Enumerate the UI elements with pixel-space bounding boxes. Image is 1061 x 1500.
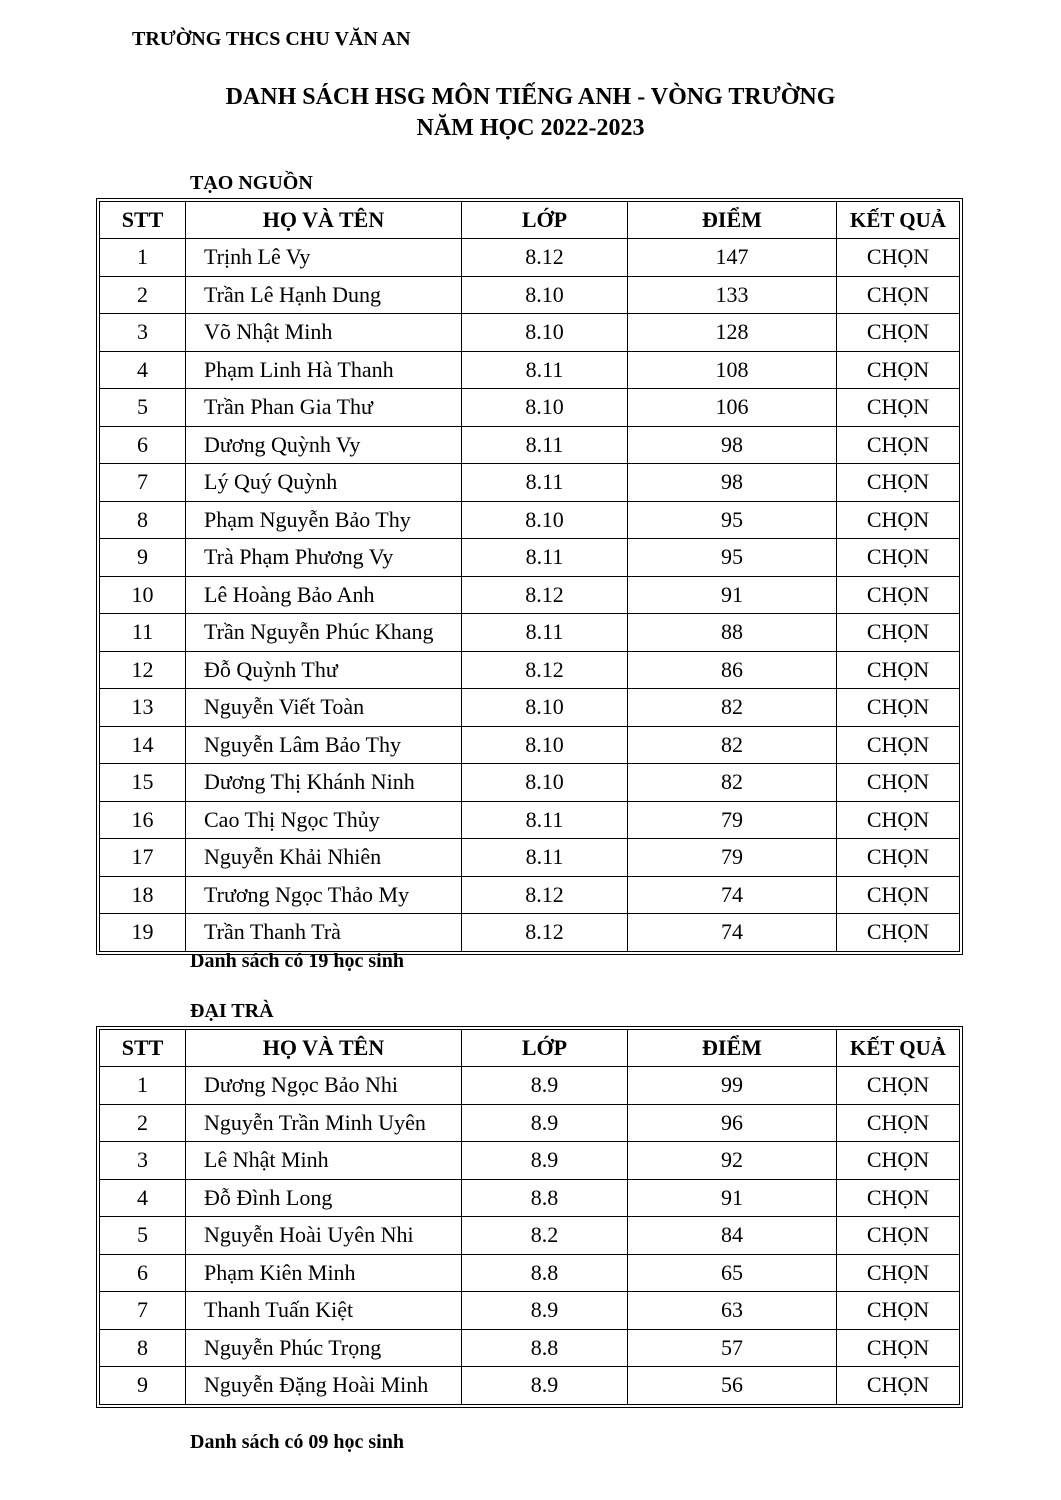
row-result: CHỌN <box>837 1217 960 1255</box>
row-score: 133 <box>628 276 837 314</box>
row-result: CHỌN <box>837 614 960 652</box>
table-row <box>100 239 960 277</box>
row-class: 8.10 <box>462 764 628 802</box>
row-stt: 19 <box>100 914 186 952</box>
row-stt: 4 <box>100 351 186 389</box>
row-result: CHỌN <box>837 801 960 839</box>
row-stt: 8 <box>100 1329 186 1367</box>
row-class: 8.12 <box>462 576 628 614</box>
row-score: 86 <box>628 651 837 689</box>
row-result: CHỌN <box>837 351 960 389</box>
row-result: CHỌN <box>837 389 960 427</box>
table-row <box>100 276 960 314</box>
row-class: 8.9 <box>462 1367 628 1405</box>
row-name: Phạm Kiên Minh <box>186 1254 462 1292</box>
row-class: 8.11 <box>462 426 628 464</box>
header-stt: STT <box>100 202 186 239</box>
table-row <box>100 1254 960 1292</box>
row-name: Nguyễn Hoài Uyên Nhi <box>186 1217 462 1255</box>
row-name: Trịnh Lê Vy <box>186 239 462 277</box>
row-score: 74 <box>628 914 837 952</box>
school-name: TRƯỜNG THCS CHU VĂN AN <box>132 28 411 50</box>
row-class: 8.11 <box>462 351 628 389</box>
row-name: Nguyễn Viết Toàn <box>186 689 462 727</box>
table-row <box>100 1104 960 1142</box>
row-score: 63 <box>628 1292 837 1330</box>
row-score: 88 <box>628 614 837 652</box>
row-stt: 18 <box>100 876 186 914</box>
row-score: 98 <box>628 464 837 502</box>
row-stt: 12 <box>100 651 186 689</box>
table-row <box>100 1142 960 1180</box>
row-result: CHỌN <box>837 1329 960 1367</box>
table-row <box>100 1067 960 1105</box>
school-year: NĂM HỌC 2022-2023 <box>416 115 645 141</box>
row-result: CHỌN <box>837 576 960 614</box>
table-header-row <box>100 1030 960 1067</box>
document-title: DANH SÁCH HSG MÔN TIẾNG ANH - VÒNG TRƯỜNG <box>225 84 836 110</box>
header-score: ĐIỂM <box>628 202 837 239</box>
row-stt: 2 <box>100 1104 186 1142</box>
row-stt: 3 <box>100 1142 186 1180</box>
table-row <box>100 651 960 689</box>
row-stt: 15 <box>100 764 186 802</box>
row-score: 82 <box>628 726 837 764</box>
row-score: 108 <box>628 351 837 389</box>
table-row <box>100 539 960 577</box>
row-name: Trà Phạm Phương Vy <box>186 539 462 577</box>
row-class: 8.10 <box>462 501 628 539</box>
row-score: 57 <box>628 1329 837 1367</box>
row-score: 79 <box>628 801 837 839</box>
section-note-tao-nguon: Danh sách có 19 học sinh <box>190 950 404 972</box>
row-name: Phạm Linh Hà Thanh <box>186 351 462 389</box>
row-name: Thanh Tuấn Kiệt <box>186 1292 462 1330</box>
row-name: Nguyễn Đặng Hoài Minh <box>186 1367 462 1405</box>
table-row <box>100 1217 960 1255</box>
table-row <box>100 576 960 614</box>
row-score: 65 <box>628 1254 837 1292</box>
table-row <box>100 1367 960 1405</box>
row-score: 99 <box>628 1067 837 1105</box>
row-class: 8.11 <box>462 464 628 502</box>
row-class: 8.11 <box>462 614 628 652</box>
row-stt: 13 <box>100 689 186 727</box>
row-name: Lê Nhật Minh <box>186 1142 462 1180</box>
header-result: KẾT QUẢ <box>837 202 960 239</box>
row-score: 96 <box>628 1104 837 1142</box>
row-class: 8.12 <box>462 914 628 952</box>
row-stt: 2 <box>100 276 186 314</box>
row-class: 8.9 <box>462 1142 628 1180</box>
table-row <box>100 1179 960 1217</box>
row-name: Phạm Nguyễn Bảo Thy <box>186 501 462 539</box>
row-stt: 7 <box>100 1292 186 1330</box>
row-stt: 9 <box>100 1367 186 1405</box>
row-result: CHỌN <box>837 314 960 352</box>
row-result: CHỌN <box>837 1104 960 1142</box>
table-row <box>100 501 960 539</box>
row-result: CHỌN <box>837 726 960 764</box>
table-body <box>100 239 960 952</box>
header-score: ĐIỂM <box>628 1030 837 1067</box>
table-row <box>100 351 960 389</box>
header-name: HỌ VÀ TÊN <box>186 202 462 239</box>
row-name: Nguyễn Lâm Bảo Thy <box>186 726 462 764</box>
row-score: 56 <box>628 1367 837 1405</box>
row-class: 8.12 <box>462 239 628 277</box>
row-class: 8.10 <box>462 314 628 352</box>
row-name: Dương Ngọc Bảo Nhi <box>186 1067 462 1105</box>
row-name: Cao Thị Ngọc Thủy <box>186 801 462 839</box>
row-name: Trương Ngọc Thảo My <box>186 876 462 914</box>
row-result: CHỌN <box>837 239 960 277</box>
header-class: LỚP <box>462 1030 628 1067</box>
header-name: HỌ VÀ TÊN <box>186 1030 462 1067</box>
row-class: 8.10 <box>462 389 628 427</box>
row-name: Trần Phan Gia Thư <box>186 389 462 427</box>
row-score: 128 <box>628 314 837 352</box>
row-name: Trần Thanh Trà <box>186 914 462 952</box>
row-name: Nguyễn Phúc Trọng <box>186 1329 462 1367</box>
table-row <box>100 839 960 877</box>
row-result: CHỌN <box>837 1367 960 1405</box>
row-score: 91 <box>628 1179 837 1217</box>
table-row <box>100 914 960 952</box>
row-score: 95 <box>628 539 837 577</box>
row-result: CHỌN <box>837 914 960 952</box>
row-stt: 4 <box>100 1179 186 1217</box>
row-name: Dương Thị Khánh Ninh <box>186 764 462 802</box>
row-score: 92 <box>628 1142 837 1180</box>
section-label-tao-nguon: TẠO NGUỒN <box>190 172 313 194</box>
row-name: Dương Quỳnh Vy <box>186 426 462 464</box>
header-result: KẾT QUẢ <box>837 1030 960 1067</box>
row-stt: 6 <box>100 1254 186 1292</box>
row-stt: 6 <box>100 426 186 464</box>
table-row <box>100 314 960 352</box>
row-stt: 9 <box>100 539 186 577</box>
row-score: 147 <box>628 239 837 277</box>
row-name: Đỗ Đình Long <box>186 1179 462 1217</box>
row-class: 8.9 <box>462 1104 628 1142</box>
row-result: CHỌN <box>837 1292 960 1330</box>
row-result: CHỌN <box>837 1179 960 1217</box>
row-result: CHỌN <box>837 876 960 914</box>
row-stt: 10 <box>100 576 186 614</box>
table-dai-tra <box>96 1026 963 1408</box>
table-row <box>100 801 960 839</box>
row-class: 8.8 <box>462 1254 628 1292</box>
row-class: 8.10 <box>462 726 628 764</box>
row-stt: 7 <box>100 464 186 502</box>
row-class: 8.2 <box>462 1217 628 1255</box>
row-stt: 14 <box>100 726 186 764</box>
row-class: 8.11 <box>462 539 628 577</box>
row-class: 8.11 <box>462 801 628 839</box>
table-row <box>100 389 960 427</box>
section-note-dai-tra: Danh sách có 09 học sinh <box>190 1431 404 1453</box>
row-result: CHỌN <box>837 1254 960 1292</box>
table-row <box>100 614 960 652</box>
row-class: 8.9 <box>462 1292 628 1330</box>
row-result: CHỌN <box>837 651 960 689</box>
row-result: CHỌN <box>837 501 960 539</box>
row-class: 8.8 <box>462 1329 628 1367</box>
row-stt: 1 <box>100 239 186 277</box>
row-name: Đỗ Quỳnh Thư <box>186 651 462 689</box>
table-row <box>100 1292 960 1330</box>
row-stt: 5 <box>100 1217 186 1255</box>
row-class: 8.12 <box>462 876 628 914</box>
table-row <box>100 689 960 727</box>
row-score: 95 <box>628 501 837 539</box>
table-row <box>100 726 960 764</box>
row-class: 8.11 <box>462 839 628 877</box>
table-body <box>100 1067 960 1405</box>
header-class: LỚP <box>462 202 628 239</box>
row-result: CHỌN <box>837 764 960 802</box>
row-class: 8.9 <box>462 1067 628 1105</box>
row-stt: 17 <box>100 839 186 877</box>
row-name: Lê Hoàng Bảo Anh <box>186 576 462 614</box>
row-stt: 5 <box>100 389 186 427</box>
row-stt: 3 <box>100 314 186 352</box>
row-stt: 11 <box>100 614 186 652</box>
row-class: 8.12 <box>462 651 628 689</box>
header-stt: STT <box>100 1030 186 1067</box>
row-result: CHỌN <box>837 1067 960 1105</box>
row-name: Lý Quý Quỳnh <box>186 464 462 502</box>
section-label-dai-tra: ĐẠI TRÀ <box>190 1000 274 1022</box>
row-result: CHỌN <box>837 839 960 877</box>
row-result: CHỌN <box>837 1142 960 1180</box>
table-row <box>100 464 960 502</box>
table-row <box>100 764 960 802</box>
row-score: 98 <box>628 426 837 464</box>
row-name: Nguyễn Khải Nhiên <box>186 839 462 877</box>
table-row <box>100 426 960 464</box>
row-class: 8.10 <box>462 276 628 314</box>
table-header-row <box>100 202 960 239</box>
row-score: 79 <box>628 839 837 877</box>
row-result: CHỌN <box>837 464 960 502</box>
row-score: 84 <box>628 1217 837 1255</box>
row-name: Võ Nhật Minh <box>186 314 462 352</box>
table-row <box>100 876 960 914</box>
row-stt: 8 <box>100 501 186 539</box>
row-score: 106 <box>628 389 837 427</box>
row-stt: 1 <box>100 1067 186 1105</box>
row-class: 8.10 <box>462 689 628 727</box>
row-result: CHỌN <box>837 426 960 464</box>
table-tao-nguon <box>96 198 963 955</box>
row-result: CHỌN <box>837 689 960 727</box>
row-name: Nguyễn Trần Minh Uyên <box>186 1104 462 1142</box>
row-score: 74 <box>628 876 837 914</box>
row-class: 8.8 <box>462 1179 628 1217</box>
row-result: CHỌN <box>837 539 960 577</box>
row-score: 82 <box>628 764 837 802</box>
row-stt: 16 <box>100 801 186 839</box>
row-score: 91 <box>628 576 837 614</box>
row-name: Trần Nguyễn Phúc Khang <box>186 614 462 652</box>
row-score: 82 <box>628 689 837 727</box>
row-name: Trần Lê Hạnh Dung <box>186 276 462 314</box>
table-row <box>100 1329 960 1367</box>
row-result: CHỌN <box>837 276 960 314</box>
